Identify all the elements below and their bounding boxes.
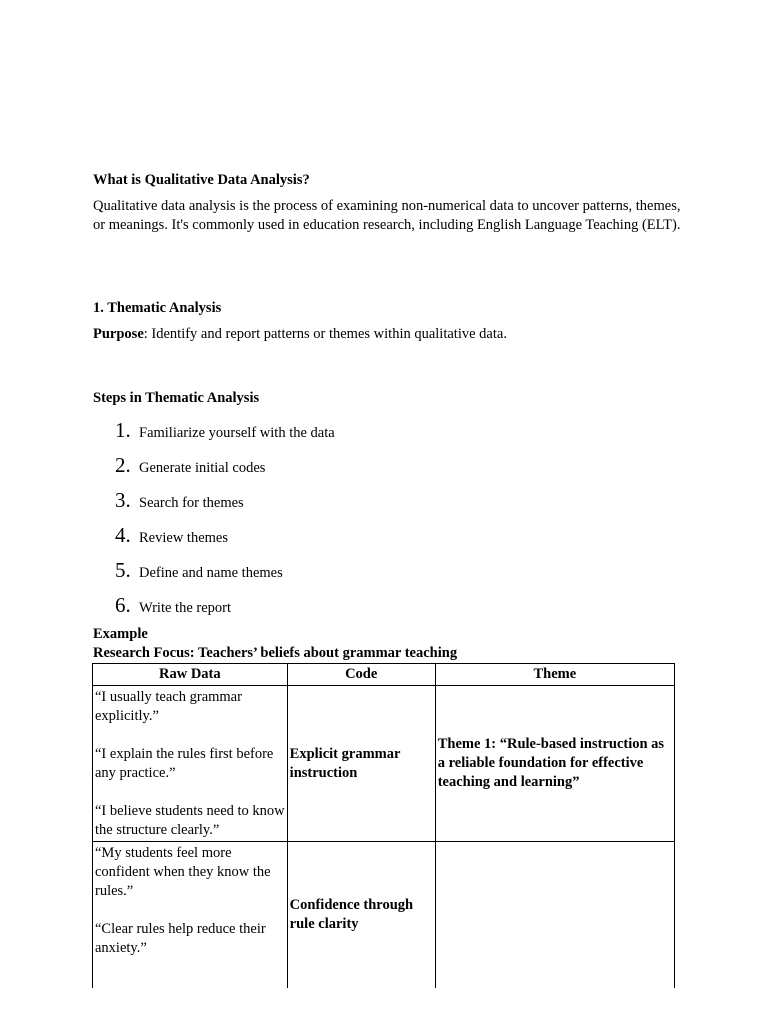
step-text: Search for themes (139, 495, 244, 511)
table-row (93, 842, 675, 989)
raw-data-cell (93, 842, 288, 989)
step-item (115, 488, 244, 513)
table-header-row (93, 664, 675, 686)
thematic-analysis-table (92, 663, 675, 988)
purpose-text: : Identify and report patterns or themes within qualitative data. (143, 326, 507, 342)
raw-quote: “Clear rules help reduce their anxiety.” (95, 921, 266, 956)
research-focus-text: : Teachers’ beliefs about grammar teaching (189, 645, 458, 661)
raw-quote: “I usually teach grammar explicitly.” (95, 689, 242, 724)
step-item (115, 523, 228, 548)
column-header-raw-data: Raw Data (93, 664, 288, 686)
step-number: 6. (115, 593, 131, 617)
step-item (115, 418, 335, 443)
step-number: 4. (115, 523, 131, 547)
column-header-code: Code (287, 664, 435, 686)
research-focus-line (93, 645, 457, 662)
raw-data-cell (93, 686, 288, 842)
step-number: 3. (115, 488, 131, 512)
steps-heading: Steps in Thematic Analysis (93, 390, 260, 406)
thematic-analysis-heading: 1. Thematic Analysis (93, 300, 222, 316)
step-number: 5. (115, 558, 131, 582)
raw-quote: “I believe students need to know the structure clearly.” (95, 803, 285, 838)
step-text: Familiarize yourself with the data (139, 425, 335, 441)
purpose-label: Purpose (93, 326, 144, 342)
step-number: 2. (115, 453, 131, 477)
theme-cell (435, 842, 674, 989)
step-text: Define and name themes (139, 565, 283, 581)
step-text: Generate initial codes (139, 460, 266, 476)
column-header-theme: Theme (435, 664, 674, 686)
code-cell: Confidence through rule clarity (287, 842, 435, 989)
step-item (115, 453, 265, 478)
table-row (93, 686, 675, 842)
purpose-line (93, 325, 507, 344)
raw-quote: “I explain the rules first before any practice.” (95, 746, 274, 781)
example-label: Example (93, 626, 148, 642)
step-item (115, 558, 283, 583)
intro-paragraph: Qualitative data analysis is the process of examining non-numerical data to uncover patterns, themes, or meanings. It's commonly used in education research, including English Language Teaching (ELT). (93, 198, 681, 233)
section-heading-qda: What is Qualitative Data Analysis? (93, 172, 310, 188)
step-item (115, 593, 231, 618)
research-focus-label: Research Focus (93, 645, 190, 661)
code-cell: Explicit grammar instruction (287, 686, 435, 842)
step-number: 1. (115, 418, 131, 442)
theme-cell: Theme 1: “Rule-based instruction as a reliable foundation for effective teaching and learning” (435, 686, 674, 842)
raw-quote: “My students feel more confident when they know the rules.” (95, 845, 271, 899)
step-text: Review themes (139, 530, 228, 546)
step-text: Write the report (139, 600, 232, 616)
